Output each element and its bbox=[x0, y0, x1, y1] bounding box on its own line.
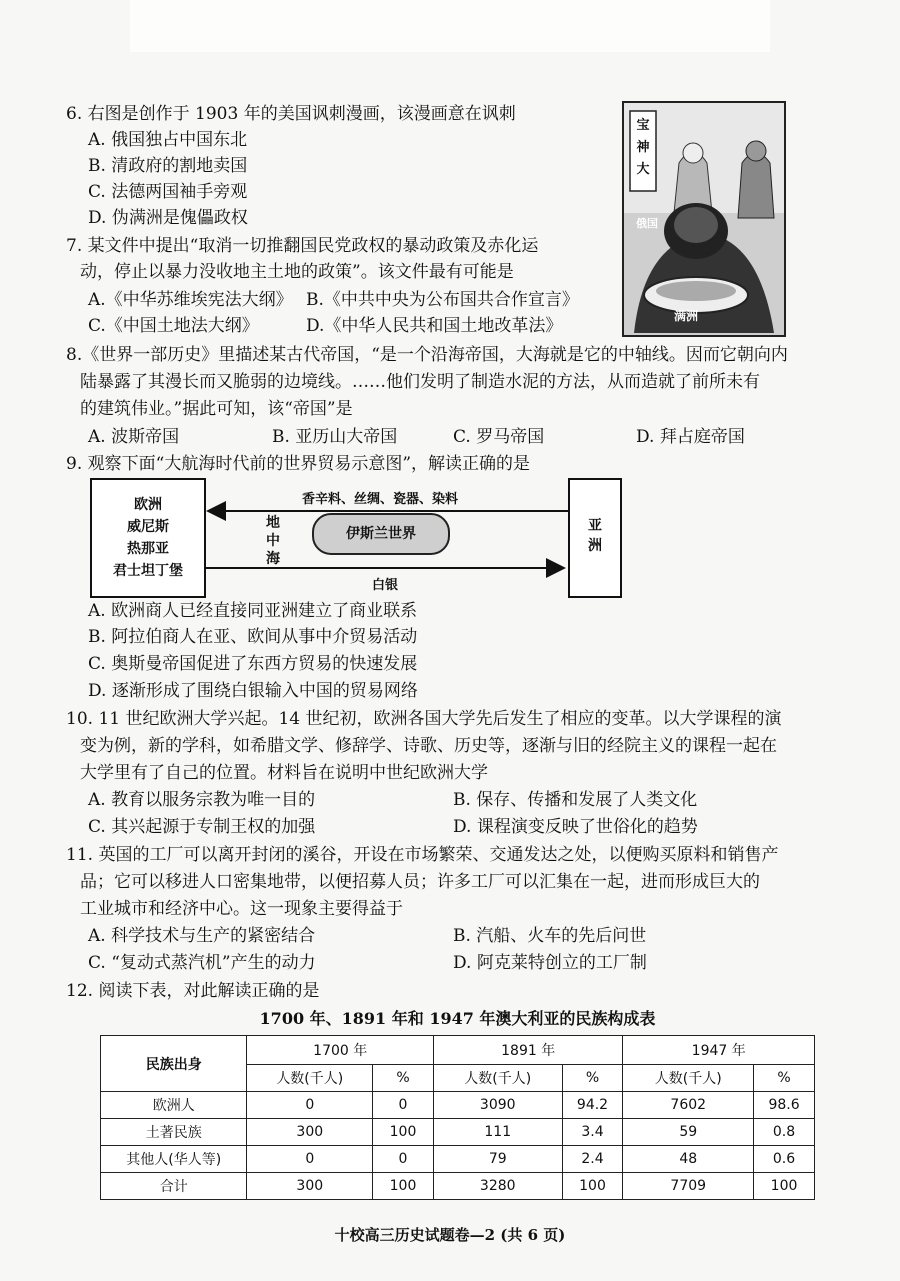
page-footer: 十校高三历史试题卷—2 (共 6 页) bbox=[334, 1226, 566, 1244]
header-band bbox=[130, 0, 770, 52]
q10-option-d: D. 课程演变反映了世俗化的趋势 bbox=[453, 817, 698, 837]
asia-label-1: 亚 bbox=[588, 518, 602, 534]
q11-option-d: D. 阿克莱特创立的工厂制 bbox=[453, 953, 647, 973]
table-cell: 0.6 bbox=[754, 1146, 815, 1173]
asia-label-2: 洲 bbox=[588, 538, 602, 554]
table-cell: 79 bbox=[433, 1146, 562, 1173]
table-row bbox=[101, 1173, 815, 1200]
table-cell: 0 bbox=[247, 1146, 373, 1173]
q9-option-c: C. 奥斯曼帝国促进了东西方贸易的快速发展 bbox=[88, 654, 418, 674]
q10-stem-line1: 10. 11 世纪欧洲大学兴起。14 世纪初，欧洲各国大学先后发生了相应的变革。以大学课程的演 bbox=[66, 709, 782, 729]
q7-stem-line2: 动，停止以暴力没收地主土地的政策”。该文件最有可能是 bbox=[80, 262, 514, 282]
table-header-row bbox=[101, 1036, 815, 1065]
table-cell: 100 bbox=[754, 1173, 815, 1200]
q11-stem-line3: 工业城市和经济中心。这一现象主要得益于 bbox=[80, 899, 403, 919]
cartoon-bowl-label: 满洲 bbox=[674, 309, 699, 323]
table-cell: 48 bbox=[623, 1146, 754, 1173]
q7-option-c: C.《中国土地法大纲》 bbox=[88, 316, 259, 336]
table-cell: 59 bbox=[623, 1119, 754, 1146]
table-cell: 100 bbox=[562, 1173, 623, 1200]
q9-option-a: A. 欧洲商人已经直接同亚洲建立了商业联系 bbox=[88, 601, 418, 621]
mediterranean-label: 地 中 海 bbox=[266, 515, 280, 567]
q7-option-a: A.《中华苏维埃宪法大纲》 bbox=[88, 290, 293, 310]
subheader-percent: % bbox=[754, 1065, 815, 1092]
subheader-percent: % bbox=[562, 1065, 623, 1092]
q8-stem-line3: 的建筑伟业。”据此可知，该“帝国”是 bbox=[80, 399, 353, 419]
genoa-label: 热那亚 bbox=[127, 541, 169, 557]
q10-stem-line3: 大学里有了自己的位置。材料旨在说明中世纪欧洲大学 bbox=[80, 763, 488, 783]
population-table bbox=[100, 1035, 815, 1200]
q11-option-a: A. 科学技术与生产的紧密结合 bbox=[88, 926, 316, 946]
header-origin: 民族出身 bbox=[101, 1036, 247, 1092]
subheader-count: 人数(千人) bbox=[247, 1065, 373, 1092]
table-cell: 300 bbox=[247, 1173, 373, 1200]
table-row bbox=[101, 1146, 815, 1173]
q8-option-b: B. 亚历山大帝国 bbox=[272, 427, 398, 447]
q11-stem-line1: 11. 英国的工厂可以离开封闭的溪谷，开设在市场繁荣、交通发达之处，以便购买原料和销售产 bbox=[66, 845, 779, 865]
table-cell: 7709 bbox=[623, 1173, 754, 1200]
q10-option-b: B. 保存、传播和发展了人类文化 bbox=[453, 790, 698, 810]
q8-stem-line2: 陆暴露了其漫长而又脆弱的边境线。……他们发明了制造水泥的方法，从而造就了前所未有 bbox=[80, 372, 760, 392]
table-cell: 0.8 bbox=[754, 1119, 815, 1146]
q11-option-c: C. “复动式蒸汽机”产生的动力 bbox=[88, 953, 316, 973]
row-label: 欧洲人 bbox=[101, 1092, 247, 1119]
table-cell: 300 bbox=[247, 1119, 373, 1146]
goods-label: 香辛料、丝绸、瓷器、染料 bbox=[302, 492, 459, 507]
row-label: 其他人(华人等) bbox=[101, 1146, 247, 1173]
cartoon-sign-label: 宝神大 bbox=[636, 118, 650, 177]
islamic-world-label: 伊斯兰世界 bbox=[312, 513, 450, 555]
row-label: 土著民族 bbox=[101, 1119, 247, 1146]
table-cell: 98.6 bbox=[754, 1092, 815, 1119]
trade-diagram bbox=[90, 478, 620, 598]
header-year-1891: 1891 年 bbox=[433, 1036, 623, 1065]
header-year-1700: 1700 年 bbox=[247, 1036, 433, 1065]
q10-option-a: A. 教育以服务宗教为唯一目的 bbox=[88, 790, 316, 810]
table-cell: 3090 bbox=[433, 1092, 562, 1119]
silver-label: 白银 bbox=[372, 578, 399, 593]
subheader-percent: % bbox=[373, 1065, 434, 1092]
q12-stem: 12. 阅读下表，对此解读正确的是 bbox=[66, 981, 320, 1001]
satire-cartoon bbox=[622, 101, 786, 337]
q11-stem-line2: 品；它可以移进人口密集地带，以便招募人员；许多工厂可以汇集在一起，进而形成巨大的 bbox=[80, 872, 760, 892]
cartoon-figure-label: 俄国 bbox=[636, 217, 658, 230]
q6-option-c: C. 法德两国袖手旁观 bbox=[88, 182, 248, 202]
q6-option-d: D. 伪满洲是傀儡政权 bbox=[88, 208, 248, 228]
q9-option-b: B. 阿拉伯商人在亚、欧间从事中介贸易活动 bbox=[88, 627, 418, 647]
europe-label: 欧洲 bbox=[134, 497, 162, 513]
table-title: 1700 年、1891 年和 1947 年澳大利亚的民族构成表 bbox=[259, 1009, 656, 1028]
table-cell: 0 bbox=[373, 1092, 434, 1119]
q6-option-b: B. 清政府的割地卖国 bbox=[88, 156, 248, 176]
table-cell: 94.2 bbox=[562, 1092, 623, 1119]
q10-stem-line2: 变为例，新的学科，如希腊文学、修辞学、诗歌、历史等，逐渐与旧的经院主义的课程一起在 bbox=[80, 736, 777, 756]
table-cell: 100 bbox=[373, 1119, 434, 1146]
q8-option-a: A. 波斯帝国 bbox=[88, 427, 180, 447]
q9-stem: 9. 观察下面“大航海时代前的世界贸易示意图”，解读正确的是 bbox=[66, 454, 531, 474]
q7-option-d: D.《中华人民共和国土地改革法》 bbox=[306, 316, 563, 336]
row-label: 合计 bbox=[101, 1173, 247, 1200]
table-cell: 3.4 bbox=[562, 1119, 623, 1146]
table-cell: 2.4 bbox=[562, 1146, 623, 1173]
table-cell: 100 bbox=[373, 1173, 434, 1200]
q10-option-c: C. 其兴起源于专制王权的加强 bbox=[88, 817, 316, 837]
q7-stem-line1: 7. 某文件中提出“取消一切推翻国民党政权的暴动政策及赤化运 bbox=[66, 236, 539, 256]
q11-option-b: B. 汽船、火车的先后问世 bbox=[453, 926, 647, 946]
table-cell: 7602 bbox=[623, 1092, 754, 1119]
q7-option-b: B.《中共中央为公布国共合作宣言》 bbox=[306, 290, 579, 310]
subheader-count: 人数(千人) bbox=[623, 1065, 754, 1092]
table-row bbox=[101, 1119, 815, 1146]
q8-option-d: D. 拜占庭帝国 bbox=[636, 427, 745, 447]
table-cell: 111 bbox=[433, 1119, 562, 1146]
venice-label: 威尼斯 bbox=[127, 519, 169, 535]
subheader-count: 人数(千人) bbox=[433, 1065, 562, 1092]
table-cell: 3280 bbox=[433, 1173, 562, 1200]
constantinople-label: 君士坦丁堡 bbox=[113, 563, 183, 579]
q8-stem-line1: 8.《世界一部历史》里描述某古代帝国，“是一个沿海帝国，大海就是它的中轴线。因而它朝向内 bbox=[66, 345, 788, 365]
q6-option-a: A. 俄国独占中国东北 bbox=[88, 130, 248, 150]
q6-stem: 6. 右图是创作于 1903 年的美国讽刺漫画，该漫画意在讽刺 bbox=[66, 104, 516, 124]
table-cell: 0 bbox=[373, 1146, 434, 1173]
header-year-1947: 1947 年 bbox=[623, 1036, 815, 1065]
table-cell: 0 bbox=[247, 1092, 373, 1119]
q8-option-c: C. 罗马帝国 bbox=[453, 427, 545, 447]
table-row bbox=[101, 1092, 815, 1119]
q9-option-d: D. 逐渐形成了围绕白银输入中国的贸易网络 bbox=[88, 681, 418, 701]
